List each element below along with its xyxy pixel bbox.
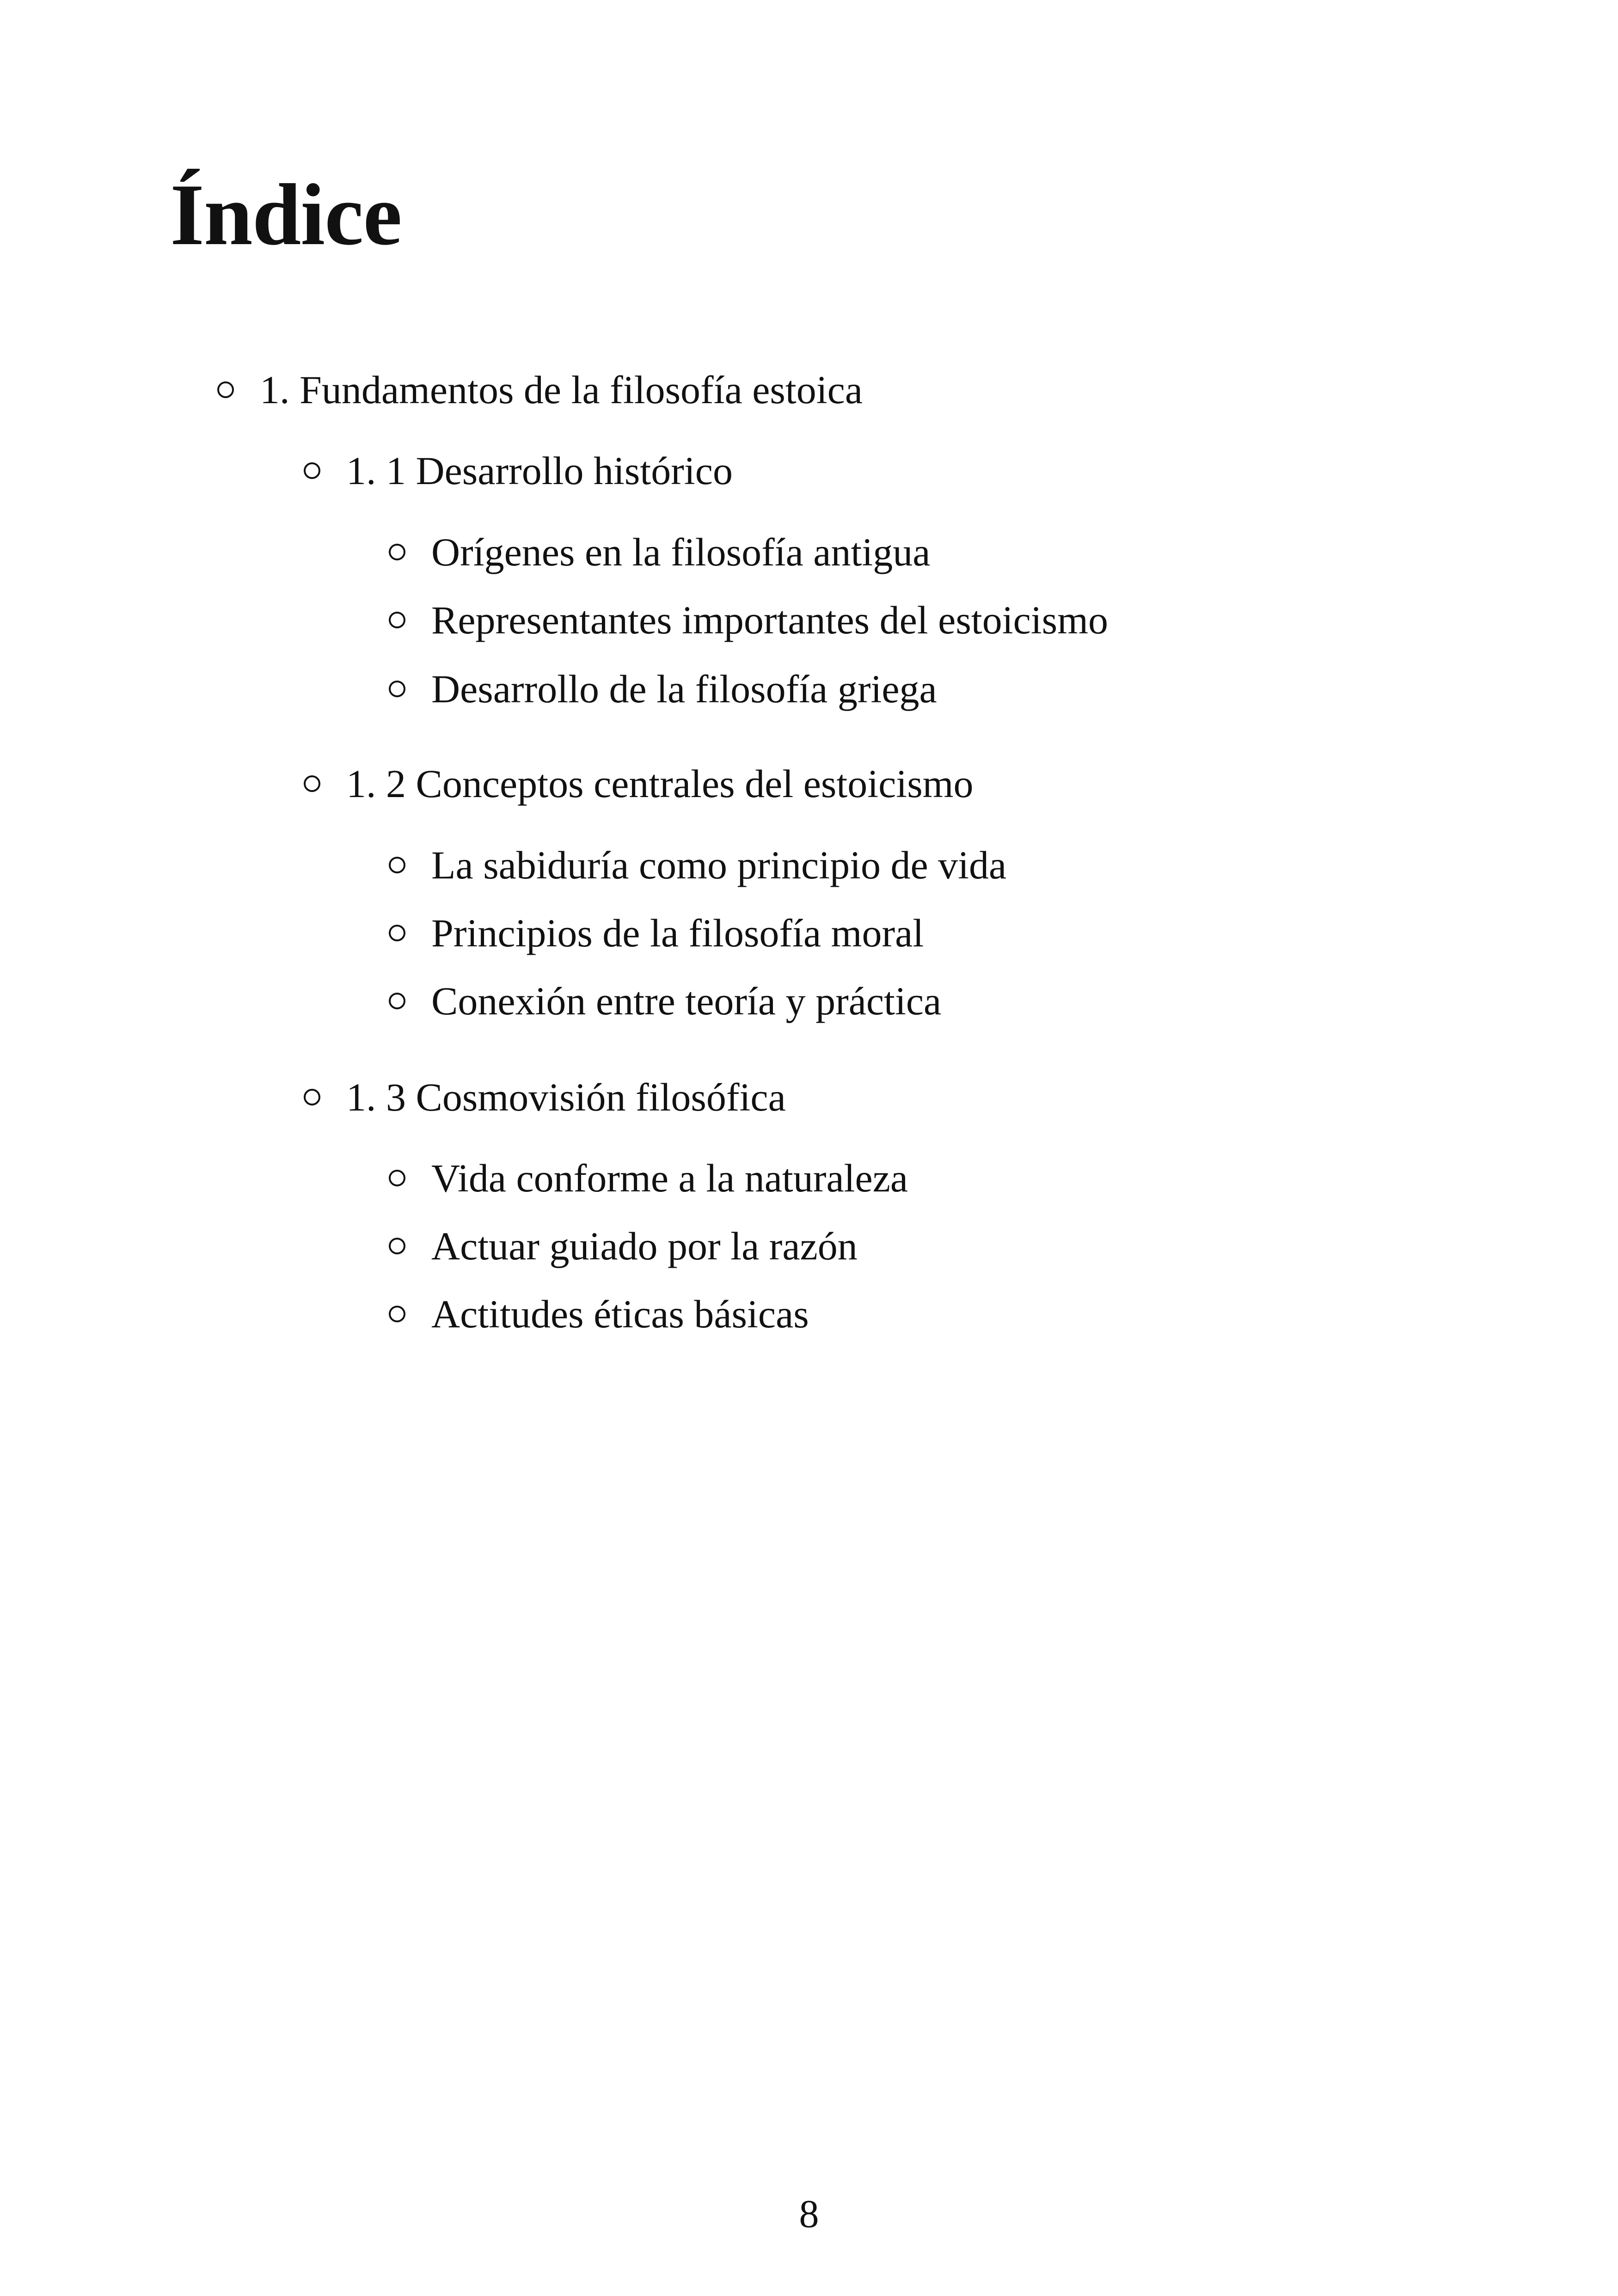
circle-bullet-icon bbox=[389, 1306, 405, 1322]
page-number: 8 bbox=[799, 2192, 819, 2236]
toc-section-1-2[interactable] bbox=[304, 761, 974, 806]
toc-item[interactable] bbox=[389, 1226, 858, 1266]
circle-bullet-icon bbox=[389, 925, 405, 941]
circle-bullet-icon bbox=[389, 1238, 405, 1254]
toc-item-label: La sabiduría como principio de vida bbox=[431, 843, 1007, 887]
circle-bullet-icon bbox=[389, 681, 405, 697]
circle-bullet-icon bbox=[304, 775, 320, 792]
toc-item[interactable] bbox=[389, 981, 941, 1021]
toc-item[interactable] bbox=[389, 1294, 809, 1334]
toc-item[interactable] bbox=[389, 669, 937, 709]
page-title: Índice bbox=[170, 166, 402, 264]
toc-item[interactable] bbox=[389, 600, 1108, 640]
circle-bullet-icon bbox=[389, 1170, 405, 1186]
toc-item-label: Principios de la filosofía moral bbox=[431, 911, 924, 955]
circle-bullet-icon bbox=[389, 612, 405, 628]
circle-bullet-icon bbox=[304, 462, 320, 479]
toc-item-label: Orígenes en la filosofía antigua bbox=[431, 530, 931, 574]
toc-item-label: Representantes importantes del estoicismo bbox=[431, 598, 1109, 642]
toc-item-label: Conexión entre teoría y práctica bbox=[431, 979, 942, 1023]
toc-item-label: Actitudes éticas básicas bbox=[431, 1292, 809, 1336]
toc-item[interactable] bbox=[389, 532, 930, 572]
toc-item[interactable] bbox=[389, 1158, 908, 1198]
toc-item[interactable] bbox=[389, 845, 1006, 885]
toc-item[interactable] bbox=[389, 913, 924, 953]
circle-bullet-icon bbox=[389, 857, 405, 873]
toc-section-label: 1. 3 Cosmovisión filosófica bbox=[346, 1075, 786, 1119]
toc-item-label: Desarrollo de la filosofía griega bbox=[431, 667, 937, 711]
toc-chapter-1[interactable] bbox=[217, 370, 863, 410]
circle-bullet-icon bbox=[389, 544, 405, 560]
toc-section-1-1[interactable] bbox=[304, 448, 733, 493]
toc-chapter-label: 1. Fundamentos de la filosofía estoica bbox=[260, 368, 863, 412]
circle-bullet-icon bbox=[304, 1089, 320, 1105]
toc-item-label: Vida conforme a la naturaleza bbox=[431, 1156, 908, 1200]
toc-section-label: 1. 1 Desarrollo histórico bbox=[346, 448, 733, 493]
toc-section-1-3[interactable] bbox=[304, 1077, 786, 1117]
circle-bullet-icon bbox=[217, 381, 234, 398]
circle-bullet-icon bbox=[389, 993, 405, 1009]
toc-item-label: Actuar guiado por la razón bbox=[431, 1224, 858, 1268]
toc-section-label: 1. 2 Conceptos centrales del estoicismo bbox=[346, 761, 974, 806]
